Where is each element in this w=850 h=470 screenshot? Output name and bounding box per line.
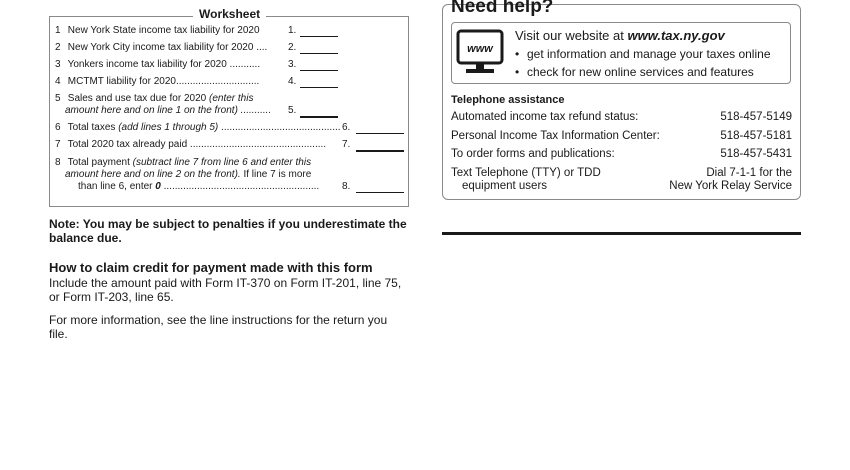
phone-label-forms: To order forms and publications: <box>451 148 615 160</box>
section-divider <box>442 232 801 235</box>
worksheet-line-7: 7 Total 2020 tax already paid ................................................. <box>55 139 327 150</box>
tty-value-cont: New York Relay Service <box>669 180 792 192</box>
phone-label-info-center: Personal Income Tax Information Center: <box>451 130 660 142</box>
line-3-field[interactable] <box>300 70 338 71</box>
phone-number-forms: 518-457-5431 <box>720 148 792 160</box>
worksheet-line-5: 5 Sales and use tax due for 2020 (enter this <box>55 93 254 104</box>
line-5-ref: 5. <box>288 105 297 116</box>
line-3-ref: 3. <box>288 59 297 70</box>
worksheet-line-2: 2 New York City income tax liability for 2020 .... <box>55 42 268 53</box>
worksheet-title: Worksheet <box>193 7 266 21</box>
claim-heading: How to claim credit for payment made with this form <box>49 260 373 275</box>
line-4-ref: 4. <box>288 76 297 87</box>
monitor-www-text: www <box>467 43 493 55</box>
worksheet-line-8: 8 Total payment (subtract line 7 from line 6 and enter this <box>55 157 312 168</box>
worksheet-line-5-cont: amount here and on line 1 on the front) ........... <box>65 105 272 116</box>
phone-label-refund: Automated income tax refund status: <box>451 111 639 123</box>
line-7-field[interactable] <box>356 150 404 152</box>
monitor-icon <box>456 29 504 75</box>
penalty-note: Note: You may be subject to penalties if you underestimate the balance due. <box>49 217 407 245</box>
claim-text: Include the amount paid with Form IT-370 on Form IT-201, line 75, or Form IT-203, line 65. <box>49 276 402 304</box>
telephone-heading: Telephone assistance <box>451 94 565 106</box>
worksheet-line-8-cont2: than line 6, enter 0 ........................................................ <box>78 181 320 192</box>
worksheet-line-3: 3 Yonkers income tax liability for 2020 ........... <box>55 59 261 70</box>
worksheet-line-6: 6 Total taxes (add lines 1 through 5) ........................................... <box>55 122 341 133</box>
tty-label: Text Telephone (TTY) or TDD <box>451 167 601 179</box>
line-5-field[interactable] <box>300 116 338 118</box>
tty-value: Dial 7-1-1 for the <box>706 167 792 179</box>
line-2-field[interactable] <box>300 53 338 54</box>
worksheet-line-1: 1 New York State income tax liability for 2020 <box>55 25 260 36</box>
line-2-ref: 2. <box>288 42 297 53</box>
phone-number-info-center: 518-457-5181 <box>720 130 792 142</box>
need-help-title: Need help? <box>451 0 554 17</box>
line-1-ref: 1. <box>288 25 297 36</box>
line-8-ref: 8. <box>342 181 351 192</box>
line-6-ref: 6. <box>342 122 351 133</box>
website-link[interactable]: www.tax.ny.gov <box>627 28 725 43</box>
line-8-field[interactable] <box>356 192 404 193</box>
website-line: Visit our website at www.tax.ny.gov <box>515 28 725 43</box>
line-1-field[interactable] <box>300 36 338 37</box>
phone-number-refund: 518-457-5149 <box>720 111 792 123</box>
line-4-field[interactable] <box>300 87 338 88</box>
tty-label-cont: equipment users <box>462 180 548 192</box>
bullet-item: • check for new online services and features <box>515 65 754 79</box>
bullet-item: • get information and manage your taxes online <box>515 47 771 61</box>
line-6-field[interactable] <box>356 133 404 134</box>
worksheet-line-4: 4 MCTMT liability for 2020.............................. <box>55 76 260 87</box>
line-7-ref: 7. <box>342 139 351 150</box>
worksheet-line-8-cont: amount here and on line 2 on the front). If line 7 is more <box>65 169 312 180</box>
more-info-text: For more information, see the line instructions for the return you file. <box>49 313 388 341</box>
